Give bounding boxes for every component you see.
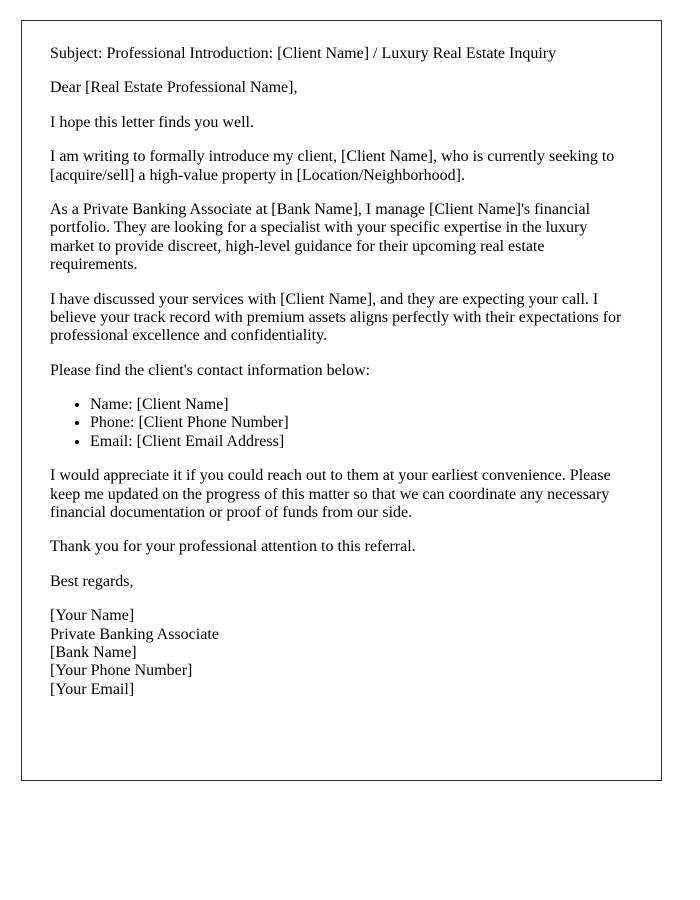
signature-line-title: Private Banking Associate	[50, 625, 219, 643]
body-paragraph-intro-client: I am writing to formally introduce my client, [Client Name], who is currently seeking to [acquire/sell] a high-value property in [Location/Neighborhood].	[50, 148, 615, 184]
contact-list-item-email: • Email: [Client Email Address]	[90, 433, 633, 451]
body-paragraph-referral: I have discussed your services with [Client Name], and they are expecting your call. I believe your track record with premium assets aligns perfectly with their expectations for professional excellence and confidentiality.	[50, 290, 622, 345]
signature-line-bank: [Bank Name]	[50, 643, 137, 661]
contact-list	[50, 396, 633, 451]
body-paragraph-role: As a Private Banking Associate at [Bank Name], I manage [Client Name]'s financial portfolio. They are looking for a specialist with your specific expertise in the luxury market to provide discreet, high-level guidance for their upcoming real estate requirements.	[50, 200, 591, 274]
closing-paragraph-request: I would appreciate it if you could reach out to them at your earliest convenience. Please keep me updated on the progress of this matter so that we can coordinate any necessary financial documentation or proof of funds from our side.	[50, 467, 611, 522]
signature-line-email: [Your Email]	[50, 680, 135, 698]
signature-block	[50, 607, 633, 699]
contact-intro: Please find the client's contact information below:	[50, 361, 371, 379]
signature-line-name: [Your Name]	[50, 607, 135, 625]
subject-line: Subject: Professional Introduction: [Client Name] / Luxury Real Estate Inquiry	[50, 45, 557, 62]
salutation: Dear [Real Estate Professional Name],	[50, 79, 298, 97]
contact-list-item-phone: • Phone: [Client Phone Number]	[90, 414, 633, 432]
letter-page	[21, 20, 662, 781]
closing-paragraph-thanks: Thank you for your professional attention to this referral.	[50, 538, 416, 556]
signature-line-phone: [Your Phone Number]	[50, 662, 193, 680]
opening-line: I hope this letter finds you well.	[50, 113, 254, 131]
sign-off: Best regards,	[50, 572, 134, 590]
contact-list-item-name: • Name: [Client Name]	[90, 396, 633, 414]
